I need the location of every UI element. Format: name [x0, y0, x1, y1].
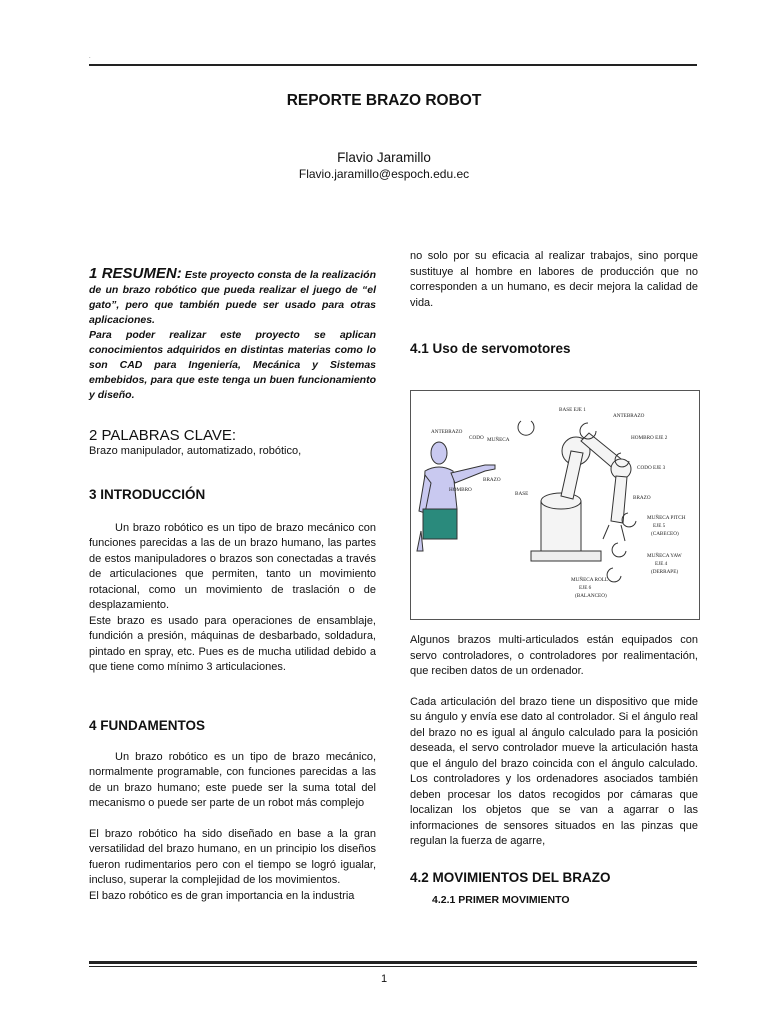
document-title: REPORTE BRAZO ROBOT: [286, 92, 482, 109]
right-column-body: [410, 633, 698, 909]
author-email: Flavio.jaramillo@espoch.edu.ec: [298, 167, 470, 181]
label-antebrazo-2: ANTEBRAZO: [613, 413, 645, 419]
label-pitch-1: MUÑECA PITCH: [647, 515, 686, 521]
right-p1: Algunos brazos multi-articulados están equipados con servo controladores, o controladores por realimentación, que reciben datos de un ordenador.: [410, 634, 698, 677]
robot-arm-figure: [410, 390, 700, 620]
label-roll-1: MUÑECA ROLL: [571, 577, 609, 583]
introduccion-section: [89, 487, 376, 676]
label-brazo-2: BRAZO: [633, 495, 651, 501]
right-p2: Cada articulación del brazo tiene un dispositivo que mide su ángulo y envía ese dato al controlador. Si el ángulo real del brazo no es igual al ángulo calculado para la posición deseada, el servo controlador mueve la articulación hasta que el ángulo del brazo coincida con el ángulo calculado. Los controladores y los ordenadores asociados también deben procesar los datos recogidos por cámaras que localizan los objetos que se van a agarrar o las informaciones de sensores situados en las pinzas que regulan la fuerza de agarre,: [410, 695, 698, 847]
fundamentos-heading: 4 FUNDAMENTOS: [89, 718, 206, 733]
fundamentos-section: [89, 718, 376, 904]
robot-arm-diagram: [411, 391, 699, 619]
palabras-body: Brazo manipulador, automatizado, robótico,: [89, 444, 302, 457]
right-column-intro: [410, 249, 698, 357]
label-hombro-eje2: HOMBRO EJE 2: [631, 435, 668, 441]
label-roll-3: (BALANCEO): [575, 593, 607, 599]
label-base: BASE: [515, 491, 529, 497]
fundamentos-p1: Un brazo robótico es un tipo de brazo mecánico, normalmente programable, con funciones parecidas a las de un brazo humano; este puede ser la suma total del mecanismo o puede ser parte de un robot más complejo: [89, 750, 376, 809]
label-yaw-1: MUÑECA YAW: [647, 553, 682, 559]
footer-rule-thick: [89, 961, 697, 964]
right-p0: no solo por su eficacia al realizar trabajos, sino porque sustituye al hombre en labores de producción que no corresponden a un humano, es decir mejora la calidad de vida.: [410, 250, 698, 309]
palabras-section: [89, 428, 376, 459]
label-antebrazo: ANTEBRAZO: [431, 429, 463, 435]
label-pitch-3: (CABECEO): [651, 531, 679, 537]
header-tick: .: [89, 54, 91, 60]
resumen-section: [89, 266, 376, 403]
top-rule: [89, 64, 697, 66]
introduccion-p1: Un brazo robótico es un tipo de brazo mecánico con funciones parecidas a las de un brazo humano, las partes de estos manipuladores o brazos son conectadas a través de articulaciones que permiten, tanto un movimiento rotacional, como un movimiento de traslación o de desplazamiento.: [89, 521, 376, 611]
author-name: Flavio Jaramillo: [337, 150, 431, 165]
resumen-body-2: Para poder realizar este proyecto se aplican conocimientos adquiridos en distintas materias como lo son CAD para Ingeniería, Mecánica y Sistemas embebidos, para que este tenga un buen funcionamiento y diseño.: [89, 329, 376, 401]
label-codo-eje3: CODO EJE 3: [637, 465, 666, 471]
label-codo: CODO: [469, 435, 484, 441]
fundamentos-p2: El brazo robótico ha sido diseñado en base a la gran versatilidad del brazo humano, en un principio los diseños fueron rudimentarios pero con el tiempo se logró igualar, incluso, superar la complejidad de los movimientos.: [89, 827, 376, 886]
label-hombro: HOMBRO: [449, 487, 472, 493]
introduccion-heading: 3 INTRODUCCIÓN: [89, 487, 206, 502]
label-base-eje1: BASE EJE 1: [559, 407, 586, 413]
primer-movimiento-heading: 4.2.1 PRIMER MOVIMIENTO: [432, 894, 570, 906]
label-muneca: MUÑECA: [487, 437, 510, 443]
label-yaw-2: EJE 4: [655, 561, 668, 567]
resumen-body-1: Este proyecto consta de la realización de un brazo robótico que pueda realizar el juego de “el gato”, pero que también puede ser usado para otras aplicaciones.: [89, 269, 376, 326]
introduccion-p2: Este brazo es usado para operaciones de ensamblaje, fundición a presión, máquinas de desbarbado, soldadura, pintado en spray, etc. Pues es de mucha utilidad debido a que tiene como mínimo 3 articulaciones.: [89, 614, 376, 673]
robot-arm: [518, 421, 636, 582]
servomotores-heading: 4.1 Uso de servomotores: [410, 341, 571, 356]
movimientos-heading: 4.2 MOVIMIENTOS DEL BRAZO: [410, 869, 611, 885]
label-yaw-3: (DERRAPE): [651, 569, 679, 575]
footer-rule-thin: [89, 966, 697, 967]
label-pitch-2: EJE 5: [653, 523, 666, 529]
label-roll-2: EJE 6: [579, 585, 592, 591]
page-number: 1: [380, 973, 388, 985]
human-figure: [417, 442, 495, 551]
palabras-heading: 2 PALABRAS CLAVE:: [89, 427, 237, 444]
resumen-heading: 1 RESUMEN:: [89, 265, 182, 282]
label-brazo: BRAZO: [483, 477, 501, 483]
fundamentos-p3: El bazo robótico es de gran importancia en la industria: [89, 889, 355, 902]
